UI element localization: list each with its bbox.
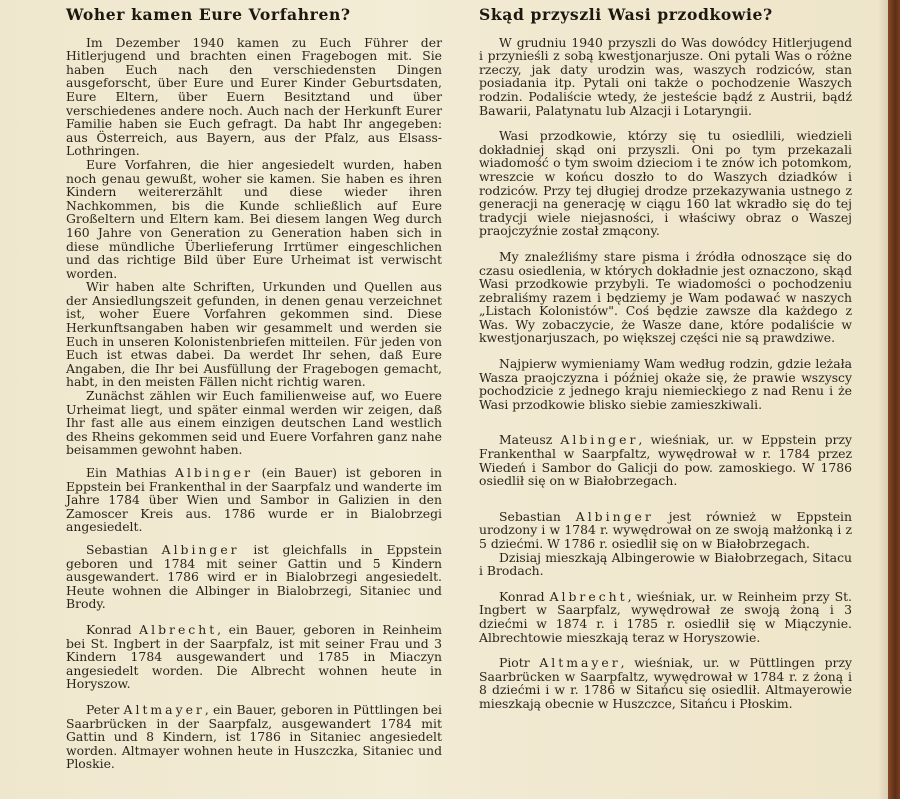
surname: Altmayer [539,655,621,671]
polish-entry-altmayer: Piotr Altmayer, wieśniak, ur. w Püttlingen przy Saarbrücken w Saarpfaltz, wywędrował w 1784 r. z żoną i 8 dziećmi i w r. 1786 w Sitańcu się osiedlił. Altmayerowie mieszkają obecnie w Huszczce, Sitańcu i Płoskim. [479,655,852,711]
polish-paragraph-4: Najpierw wymieniamy Wam według rodzin, gdzie leżała Wasza praojczyzna i później okaże się, że prawie wszyscy pochodzicie z jednego kraju niemieckiego z nad Renu i że Wasi przodkowie blisko siebie zamieszkiwali. [479,356,852,412]
book-edge [888,0,900,799]
polish-entry-albrecht: Konrad Albrecht, wieśniak, ur. w Reinheim przy St. Ingbert w Saarpfalz, wywędrował ze swoją żoną i 3 dziećmi w 1874 r. i 1785 r. osiedlił się w Miączynie. Albrechtowie mieszkają teraz w Horyszowie. [479,588,852,645]
polish-entry-albinger-residence: Dzisiaj mieszkają Albingerowie w Białobrzegach, Sitacu i Brodach. [479,549,852,579]
polish-entry-albinger-mateusz: Mateusz Albinger, wieśniak, ur. w Eppstein przy Frankenthal w Saarpfaltz, wywędrował w r. 1784 przez Wiedeń i Sambor do Galicji do pow. zamoskiego. W 1786 osiedlił się on w Białobrzegach. [479,432,852,489]
german-paragraph-3: Wir haben alte Schriften, Urkunden und Quellen aus der Ansiedlungszeit gefunden, in denen genau verzeichnet ist, woher Euere Vorfahren gekommen sind. Diese Herkunftsangaben haben wir gesammelt und werden sie Euch in unseren Kolonistenbriefen mitteilen. Für jeden von Euch ist etwas dabei. Da werdet Ihr sehen, daß Eure Angaben, die Ihr bei Ausfüllung der Fragebogen gemacht, habt, in den meisten Fällen nicht richtig waren. [66,279,442,390]
polish-column [479,5,852,711]
german-paragraph-1: Im Dezember 1940 kamen zu Euch Führer der Hitlerjugend und brachten einen Fragebogen mit. Sie haben Euch nach den verschiedensten Dingen ausgeforscht, über Eure und Eurer Kinder Geburtsdaten, Eure Eltern, über Euern Besitztand und über verschiedenes andere noch. Auch nach der Herkunft Eurer Familie haben sie Euch gefragt. Da habt Ihr angegeben: aus Österreich, aus Bayern, aus der Pfalz, aus Elsass-Lothringen. [66,34,442,159]
german-paragraph-2: Eure Vorfahren, die hier angesiedelt wurden, haben noch genau gewußt, woher sie kamen. Sie haben es ihren Kindern weitererzählt und diese wieder ihren Nachkommen, bis die Kunde schließlich auf Eure Großeltern und Eltern kam. Bei diesem langen Weg durch 160 Jahre von Generation zu Generation haben sich in diese mündliche Überlieferung Irrtümer eingeschlichen und das richtige Bild über Eure Urheimat ist verwischt worden. [66,156,442,281]
polish-paragraph-1: W grudniu 1940 przyszli do Was dowódcy Hitlerjugend i przynieśli z sobą kwestjonarjusze. Oni pytali Was o różne rzeczy, jak daty urodzin was, waszych rodziców, stan posiadania itp. Pytali oni także o pochodzenie Waszych rodzin. Podaliście wtedy, że jesteście bądź z Austrii, bądź Bawarii, Palatynatu lub Alzacji i Lotaryngii. [479,34,852,118]
german-paragraph-4: Zunächst zählen wir Euch familienweise auf, wo Euere Urheimat liegt, und später einmal werden wir zeigen, daß Ihr fast alle aus einem einzigen deutschen Land westlich des Rheins gekommen seid und Euere Vorfahren ganz nahe beisammen gewohnt haben. [66,388,442,458]
german-entry-albinger-sebastian: Sebastian Albinger ist gleichfalls in Eppstein geboren und 1784 mit seiner Gattin und 5 Kindern ausgewandert. 1786 wird er in Bialobrzegi angesiedelt. Heute wohnen die Albinger in Bialobrzegi, Sitaniec und Brody. [66,541,442,612]
german-column [66,5,442,772]
surname: Albrecht [139,621,218,637]
german-title: Woher kamen Eure Vorfahren? [66,5,351,24]
german-entry-albinger-mathias: Ein Mathias Albinger (ein Bauer) ist geboren in Eppstein bei Frankenthal in der Saarpfalz und wanderte im Jahre 1784 über Wien und Sambor in Galizien in den Zamoscer Kreis aus. 1786 wurde er in Bialobrzegi angesiedelt. [66,465,442,535]
surname: Albinger [575,508,654,524]
german-entry-albrecht: Konrad Albrecht, ein Bauer, geboren in Reinheim bei St. Ingbert in der Saarpfalz, ist mit seiner Frau und 3 Kindern 1784 ausgewandert und 1785 in Miaczyn angesiedelt worden. Die Albrecht wohnen heute in Horyszow. [66,621,442,692]
polish-paragraph-3: My znaleźliśmy stare pisma i źródła odnoszące się do czasu osiedlenia, w których dokładnie jest oznaczono, skąd Wasi przodkowie przybyli. Te wiadomości o pochodzeniu zebraliśmy razem i będziemy je Wam podawać w naszych „Listach Kolonistów". Coś będzie zawsze dla każdego z Was. Wy zobaczycie, że Wasze dane, które podaliście w kwestjonarjuszach, po większej części nie są prawdziwe. [479,248,852,346]
german-entry-altmayer: Peter Altmayer, ein Bauer, geboren in Püttlingen bei Saarbrücken in der Saarpfalz, ausgewandert 1784 mit Gattin und 8 Kindern, ist 1786 in Sitaniec angesiedelt worden. Altmayer wohnen heute in Huszczka, Sitaniec und Ploskie. [66,701,442,772]
surname: Albrecht [549,588,628,604]
polish-title: Skąd przyszli Wasi przodkowie? [479,5,773,24]
surname: Albinger [175,465,253,480]
page-edge-shadow [878,0,888,799]
surname: Albinger [560,432,639,448]
polish-entry-albinger-sebastian: Sebastian Albinger jest również w Eppstein urodzony i w 1784 r. wywędrował on ze swoją małżonką i z 5 dziećmi. W 1786 r. osiedlił się on w Białobrzegach. [479,508,852,551]
surname: Altmayer [123,701,205,717]
surname: Albinger [161,541,240,557]
polish-paragraph-2: Wasi przodkowie, którzy się tu osiedlili, wiedzieli dokładniej skąd oni przyszli. Oni po tym przekazali wiadomość o tym swoim dzieciom i te znów ich potomkom, wreszcie w końcu doszło to do Waszych dziadków i rodziców. Przy tej długiej drodze przekazywania ustnego z generacji na generację w ciągu 160 lat wkradło się do tej tradycji wiele niejasności, i właściwy obraz o Waszej praojczyźnie został zmącony. [479,128,852,239]
